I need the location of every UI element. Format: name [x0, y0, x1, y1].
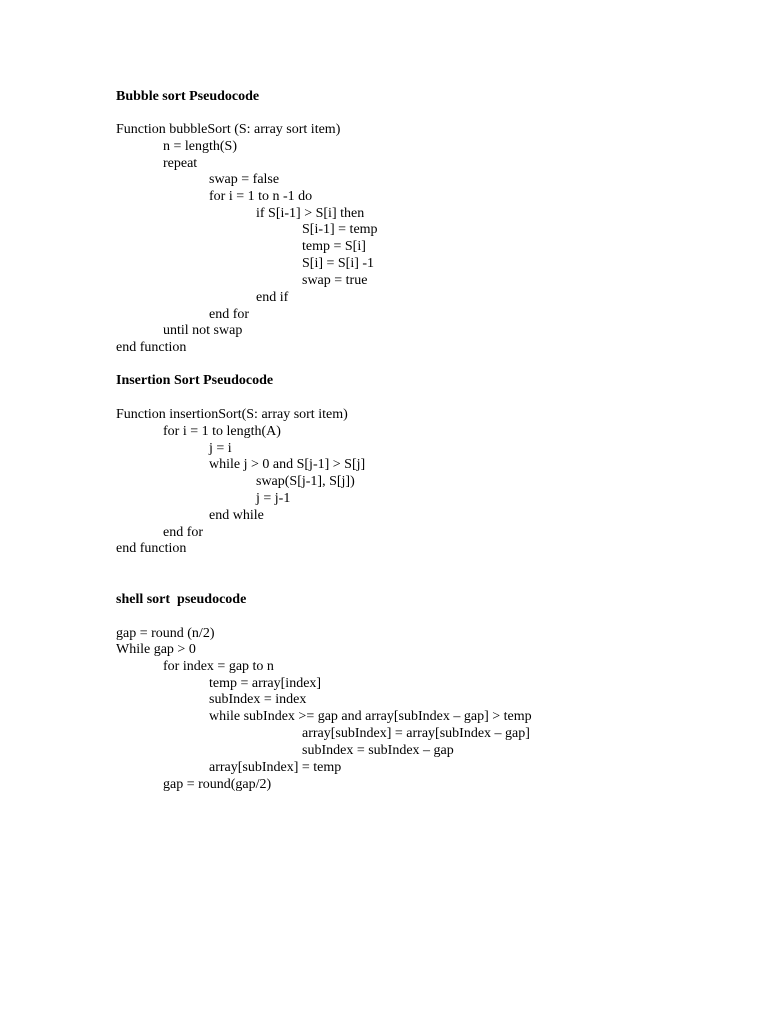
- code-line: for i = 1 to length(A): [163, 424, 281, 439]
- code-line: Function bubbleSort (S: array sort item): [116, 122, 341, 137]
- code-line: subIndex = index: [209, 692, 307, 707]
- code-line: j = j-1: [256, 491, 291, 506]
- code-line: end function: [116, 340, 187, 355]
- code-line: if S[i-1] > S[i] then: [256, 206, 365, 221]
- code-line: gap = round (n/2): [116, 626, 215, 641]
- code-line: end while: [209, 508, 264, 523]
- code-line: temp = S[i]: [302, 239, 366, 254]
- code-line: swap(S[j-1], S[j]): [256, 474, 355, 489]
- insertion-sort-heading: Insertion Sort Pseudocode: [116, 373, 274, 388]
- bubble-sort-heading: Bubble sort Pseudocode: [116, 89, 260, 104]
- code-line: end if: [256, 290, 289, 305]
- code-line: end function: [116, 541, 187, 556]
- code-line: temp = array[index]: [209, 676, 322, 691]
- code-line: n = length(S): [163, 139, 237, 154]
- code-line: subIndex = subIndex – gap: [302, 743, 454, 758]
- code-line: While gap > 0: [116, 642, 196, 657]
- code-line: swap = false: [209, 172, 280, 187]
- code-line: end for: [209, 307, 250, 322]
- code-line: end for: [163, 525, 204, 540]
- code-line: until not swap: [163, 323, 243, 338]
- code-line: array[subIndex] = temp: [209, 760, 342, 775]
- code-line: while subIndex >= gap and array[subIndex – gap] > temp: [209, 709, 532, 724]
- code-line: for index = gap to n: [163, 659, 274, 674]
- code-line: for i = 1 to n -1 do: [209, 189, 313, 204]
- code-line: S[i] = S[i] -1: [302, 256, 375, 271]
- code-line: while j > 0 and S[j-1] > S[j]: [209, 457, 366, 472]
- code-line: S[i-1] = temp: [302, 222, 378, 237]
- code-line: swap = true: [302, 273, 368, 288]
- code-line: repeat: [163, 156, 198, 171]
- shell-sort-heading: shell sort pseudocode: [116, 592, 247, 607]
- code-line: Function insertionSort(S: array sort item): [116, 407, 348, 422]
- code-line: j = i: [209, 441, 232, 456]
- code-line: array[subIndex] = array[subIndex – gap]: [302, 726, 530, 741]
- code-line: gap = round(gap/2): [163, 777, 272, 792]
